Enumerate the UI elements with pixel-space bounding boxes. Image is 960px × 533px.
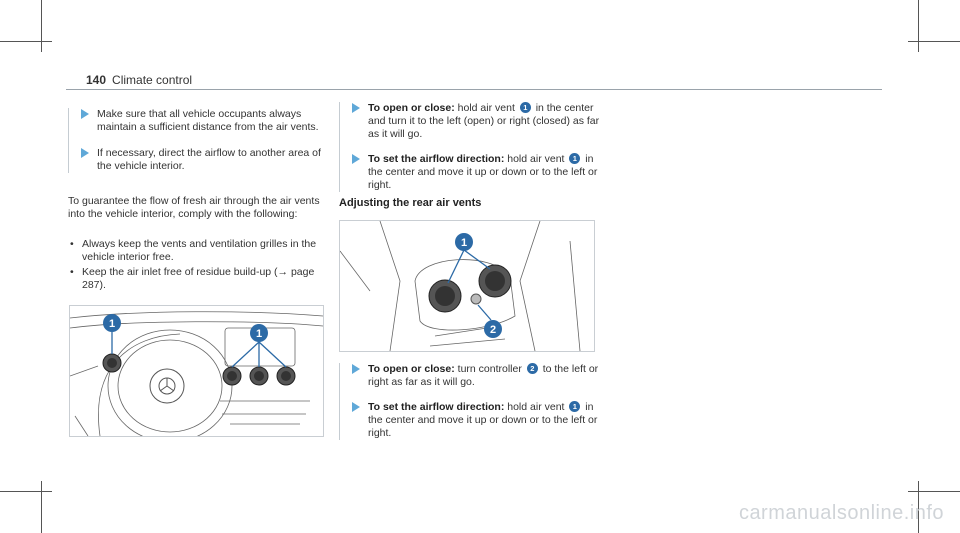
vent-icon [277, 367, 295, 385]
dashboard-illustration [70, 306, 323, 436]
callout-marker: 1 [569, 401, 580, 412]
callout-marker: 2 [527, 363, 538, 374]
callout-label: 1 [460, 237, 468, 249]
arrow-bullet-icon [352, 402, 360, 412]
bullet-item: • Always keep the vents and ventilation grilles in the vehicle interior free. [68, 238, 326, 264]
controller-knob-icon [471, 294, 481, 304]
crop-mark [41, 481, 42, 533]
arrow-bullet-icon [81, 109, 89, 119]
callout-marker: 1 [520, 102, 531, 113]
vent-icon [429, 280, 461, 312]
callout-label: 2 [489, 324, 497, 336]
note-item: Make sure that all vehicle occupants always maintain a sufficient distance from the air vents. [81, 108, 336, 134]
step-airflow: To set the airflow direction: hold air vent 1 in the center and move it up or down or to the left or right. [352, 401, 610, 440]
arrow-bullet-icon [352, 103, 360, 113]
warning-note [68, 108, 336, 173]
arrow-bullet-icon [352, 154, 360, 164]
note-item: If necessary, direct the airflow to another area of the vehicle interior. [81, 147, 336, 173]
intro-bullets [68, 238, 326, 294]
crop-mark [908, 491, 960, 492]
intro-paragraph: To guarantee the flow of fresh air through the air vents into the vehicle interior, comply with the following: [68, 195, 320, 220]
vent-icon [103, 354, 121, 372]
crop-mark [0, 491, 52, 492]
arrow-bullet-icon [81, 148, 89, 158]
vent-icon [223, 367, 241, 385]
step-open-close: To open or close: turn controller 2 to the left or right as far as it will go. [352, 363, 610, 389]
section-title: Climate control [112, 73, 193, 87]
front-steps [339, 102, 610, 192]
vent-icon [479, 265, 511, 297]
watermark: carmanualsonline.info [738, 502, 944, 524]
header-rule [66, 89, 882, 90]
page-header [86, 73, 192, 87]
callout-label: 1 [108, 318, 116, 330]
crop-mark [0, 41, 52, 42]
rear-steps [339, 363, 610, 440]
callout-label: 1 [255, 328, 263, 340]
arrow-bullet-icon [352, 364, 360, 374]
bullet-item: • Keep the air inlet free of residue build-up (→ page 287). [68, 266, 326, 292]
crop-mark [918, 0, 919, 52]
callout-marker: 1 [569, 153, 580, 164]
rear-console-illustration [340, 221, 594, 351]
figure-rear-vents [339, 220, 595, 352]
step-open-close: To open or close: hold air vent 1 in the center and turn it to the left (open) or right (closed) as far as it will go. [352, 102, 610, 141]
vent-icon [250, 367, 268, 385]
step-airflow: To set the airflow direction: hold air vent 1 in the center and move it up or down or to the left or right. [352, 153, 610, 192]
figure-front-vents [69, 305, 324, 437]
section-heading: Adjusting the rear air vents [339, 197, 482, 209]
crop-mark [41, 0, 42, 52]
page-number: 140 [86, 73, 107, 87]
crop-mark [908, 41, 960, 42]
